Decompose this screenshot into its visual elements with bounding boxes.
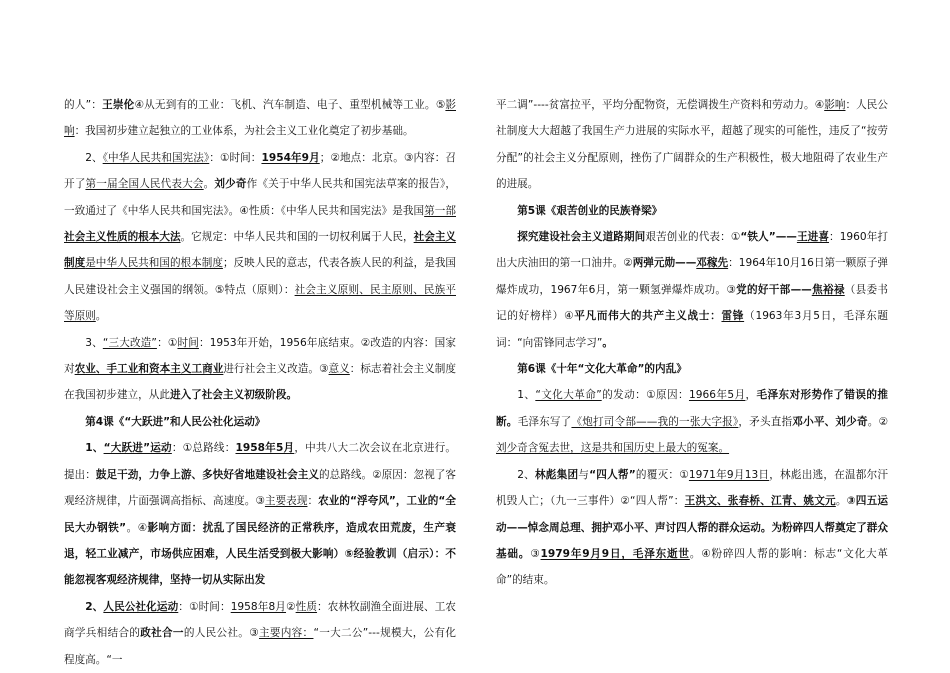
text-run: 主要内容： [258,627,314,640]
text-run: 2、 [517,468,535,481]
text-run: ：①总路线： [171,442,236,455]
paragraph [496,92,888,198]
text-run: 主要表现 [264,495,308,508]
text-run: 毛泽东对形势作了错误的推断。 [496,389,889,428]
lesson-heading [496,198,888,224]
text-run: 王崇伦 [102,99,135,111]
text-run: 的发动：①原因： [601,389,689,402]
text-run: ：人民公社制度大大超越了我国生产力进展的实际水平，超越了现实的可能性，违反了“按劳分配”的社会主义分配原则，挫伤了广阔群众的生产积极性，极大地阻碍了农业生产的进展。 [496,99,889,191]
text-run: 进行社会主义改造。③ [223,363,329,376]
text-run: 。它规定：中华人民共和国的一切权利属于人民， [180,231,414,244]
text-run: ；反映人民的意志，代表各族人民的利益，是我国人民建设社会主义强国的纲领。⑤特点（原则）： [64,257,457,296]
text-run: ③四五运动——悼念周总理、拥护邓小平、声讨四人帮的群众运动。为粉碎四人帮奠定了群众基础。 [496,495,888,560]
text-run: 影响 [824,99,846,111]
text-run: 时间 [177,336,199,349]
text-run: 探究建设社会主义道路期间 [517,231,646,244]
text-run: 邓稼先 [696,257,729,270]
text-run: 艰苦创业的代表：① [645,231,741,244]
text-run: 。④粉碎四人帮的影响：标志“文化大革命”的结束。 [496,547,889,587]
text-run: ，矛头直指 [738,415,793,428]
text-run: 的覆灭：① [635,468,689,481]
text-run: ：我国初步建立起独立的工业体系，为社会主义工业化奠定了初步基础。 [74,125,414,138]
text-run: 第5课《艰苦创业的民族脊梁》 [517,204,663,217]
text-run: 影响方面：扰乱了国民经济的正常秩序，造成农田荒废，生产衰退，轻工业减产，市场供应困难，人民生活受到极大影响）⑤经验教训（启示）：不能忽视客观经济规律，坚持一切从实际出发 [64,521,456,587]
text-run: 第一部 [424,204,456,217]
text-run: 社会主义制度 [64,231,457,270]
text-run: ② [286,600,296,613]
text-run: “四人帮” [589,468,636,481]
text-run: ， [745,389,757,402]
text-run: 平凡而伟大的共产主义战士： [574,310,722,323]
text-run: 第一届全国人民代表大会 [85,178,204,191]
text-run: 。 [602,336,613,349]
text-run: 毛泽东写了 [517,415,572,428]
text-run: 《中华人民共和国宪法》 [102,151,210,164]
text-run: ：①时间： [209,151,262,164]
text-run: 第6课《十年“文化大革命”的内乱》 [517,363,687,376]
text-run: 作《关于中华人民共和国宪法草案的报告》，一致通过了《中华人民共和国宪法》。④性质：《中华人民共和国宪法》是我国 [64,178,457,217]
text-run: 刘少奇含冤去世，这是共和国历史上最大的冤案。 [496,442,730,455]
text-run: 政社合一 [140,627,184,640]
text-run: 与 [578,468,590,481]
paragraph [496,462,888,594]
text-run: 意义 [328,363,350,376]
paragraph [64,330,456,409]
text-run: 。② [867,415,889,428]
text-run: ④从无到有的工业：飞机、汽车制造、电子、重型机械等工业。⑤ [134,99,446,111]
text-run: 1958年5月 [235,442,295,455]
text-run: 1971年9月13日 [688,468,770,481]
text-run: 进入了社会主义初级阶段。 [169,389,298,402]
paragraph [64,92,456,145]
text-run: 2、 [85,151,103,164]
text-run: 是中华人民共和国的根本制度 [85,257,223,270]
text-run: 1979年9月9日，毛泽东逝世 [540,547,690,560]
text-run: 1954年9月 [261,151,320,164]
paragraph [64,594,456,673]
text-run: 。 [95,310,107,323]
lesson-heading [496,356,888,382]
text-run: 2、 [85,600,104,613]
text-run: 社会主义性质的根本大法 [64,231,181,244]
text-run: 鼓足干劲，力争上游、多快好省地建设社会主义 [95,468,319,481]
text-run: 刘少奇 [214,178,247,191]
lesson-heading [64,409,456,435]
paragraph [496,382,888,461]
text-run: ③ [530,547,541,560]
text-run: 王洪文、张春桥、江青、姚文元 [684,495,836,508]
text-run: 两弹元勋—— [632,257,697,270]
text-run: 雷锋 [721,310,745,323]
text-run: ：1964年10月16日第一颗原子弹爆炸成功，1967年6月，第一颗氢弹爆炸成功。③ [496,257,889,296]
text-run: 1、 [517,389,536,402]
text-run: 。④ [126,521,148,534]
text-run: 王进喜 [796,231,830,244]
text-run: 邓小平、刘少奇 [792,415,868,428]
text-run: “三大改造” [102,336,157,349]
text-run: ：农林牧副渔全面进展、工农商学兵相结合的 [64,600,457,640]
text-run: “文化大革命” [535,389,602,402]
text-run: 1966年5月 [688,389,746,402]
text-run: ： [307,495,319,508]
text-run: 社会主义原则、民主原则、民族平等原则 [64,283,456,323]
text-run: “铁人”—— [740,231,797,244]
text-run: 人民公社化运动 [103,600,179,613]
text-run: 农业、手工业和资本主义工商业 [74,363,224,376]
text-run: 。 [203,178,215,191]
text-run: ，林彪出逃，在温都尔汗机毁人亡；（九一三事件）②“四人帮”： [496,468,889,508]
text-run: ：①时间： [178,600,231,613]
text-run: ：1953年开始，1956年底结束。②改造的内容：国家对 [64,336,457,376]
text-run: ：标志着社会主义制度在我国初步建立，从此 [64,363,456,402]
text-run: 3、 [85,336,103,349]
text-run: ；②地点：北京。③内容：召开了 [64,151,457,191]
paragraph [496,224,888,356]
text-run: 性质 [295,600,318,613]
text-run: 《炮打司令部——我的一张大字报》 [571,415,739,428]
text-run: ：1960年打出大庆油田的第一口油井。② [496,231,889,270]
text-run: 平二调”----贫富拉平，平均分配物资，无偿调拨生产资料和劳动力。④ [496,99,825,111]
text-run: （县委书记的好榜样）④ [496,283,888,323]
text-run: 党的好干部—— [736,283,812,296]
text-run: 的人民公社。③ [183,627,259,640]
text-run: ：① [156,336,178,349]
text-run: ，中共八大二次会议在北京进行。提出： [64,442,457,481]
text-run: 的总路线。②原因：忽视了客观经济规律，片面强调高指标、高速度。③ [64,468,456,508]
text-run: “大跃进”运动 [103,442,172,455]
text-run: 1958年8月 [230,600,287,613]
text-run: 农业的“浮夸风”，工业的“全民大办钢铁” [64,495,457,534]
text-run: 1、 [85,442,104,455]
text-run: 。 [835,495,847,508]
text-run: 林彪集团 [534,468,579,481]
paragraph [64,145,456,330]
text-run: 影响 [64,99,456,138]
text-run: 第4课《“大跃进”和人民公社化运动》 [85,415,266,428]
text-run: “一大二公”---规模大，公有化程度高。“一 [64,627,457,666]
paragraph [64,435,456,593]
text-run: （1963年3月5日，毛泽东题词：“向雷锋同志学习” [496,310,888,349]
left-column [64,92,456,673]
text-run: 的人”： [64,99,103,111]
text-run: 焦裕禄 [811,283,845,296]
right-column [496,92,888,594]
